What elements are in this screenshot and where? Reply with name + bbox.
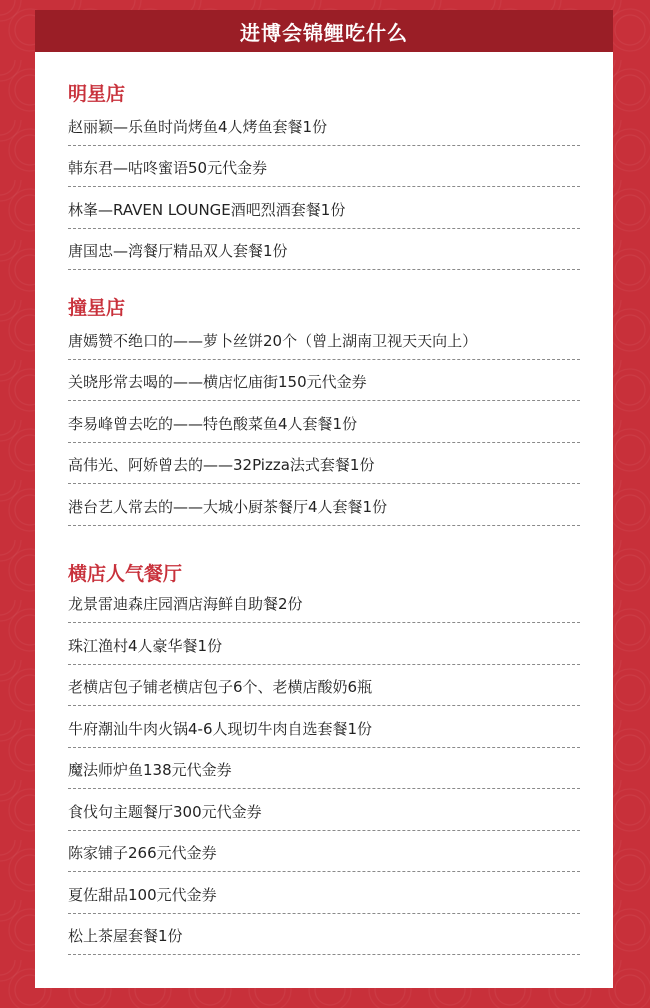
list-item: 林峯—RAVEN LOUNGE酒吧烈酒套餐1份 bbox=[68, 187, 580, 229]
list-item: 老横店包子铺老横店包子6个、老横店酸奶6瓶 bbox=[68, 665, 580, 707]
list-item: 唐嫣赞不绝口的——萝卜丝饼20个（曾上湖南卫视天天向上） bbox=[68, 318, 580, 360]
celebrity-stores-list bbox=[68, 104, 580, 270]
list-item: 食伐句主题餐厅300元代金券 bbox=[68, 789, 580, 831]
title-banner bbox=[35, 10, 613, 52]
list-item: 魔法师炉鱼138元代金券 bbox=[68, 748, 580, 790]
section-title-celebrity-stores: 明星店 bbox=[68, 83, 126, 105]
section-title-star-encounter-stores: 撞星店 bbox=[68, 297, 126, 319]
page-title: 进博会锦鲤吃什么 bbox=[240, 20, 408, 45]
list-item: 李易峰曾去吃的——特色酸菜鱼4人套餐1份 bbox=[68, 401, 580, 443]
list-item: 关晓彤常去喝的——横店忆庙街150元代金券 bbox=[68, 360, 580, 402]
list-item: 松上茶屋套餐1份 bbox=[68, 914, 580, 956]
list-item: 港台艺人常去的——大城小厨茶餐厅4人套餐1份 bbox=[68, 484, 580, 526]
section-title-popular-restaurants: 横店人气餐厅 bbox=[68, 562, 183, 585]
list-item: 高伟光、阿娇曾去的——32Pizza法式套餐1份 bbox=[68, 443, 580, 485]
list-item: 龙景雷迪森庄园酒店海鲜自助餐2份 bbox=[68, 582, 580, 624]
list-item: 珠江渔村4人豪华餐1份 bbox=[68, 623, 580, 665]
popular-restaurants-list bbox=[68, 582, 580, 956]
list-item: 牛府潮汕牛肉火锅4-6人现切牛肉自选套餐1份 bbox=[68, 706, 580, 748]
list-item: 唐国忠—湾餐厅精品双人套餐1份 bbox=[68, 229, 580, 271]
list-item: 夏佐甜品100元代金券 bbox=[68, 872, 580, 914]
content-area bbox=[35, 52, 613, 955]
star-encounter-stores-list bbox=[68, 318, 580, 526]
list-item: 陈家铺子266元代金券 bbox=[68, 831, 580, 873]
list-item: 赵丽颖—乐鱼时尚烤鱼4人烤鱼套餐1份 bbox=[68, 104, 580, 146]
menu-card bbox=[35, 10, 613, 988]
list-item: 韩东君—咕咚蜜语50元代金券 bbox=[68, 146, 580, 188]
